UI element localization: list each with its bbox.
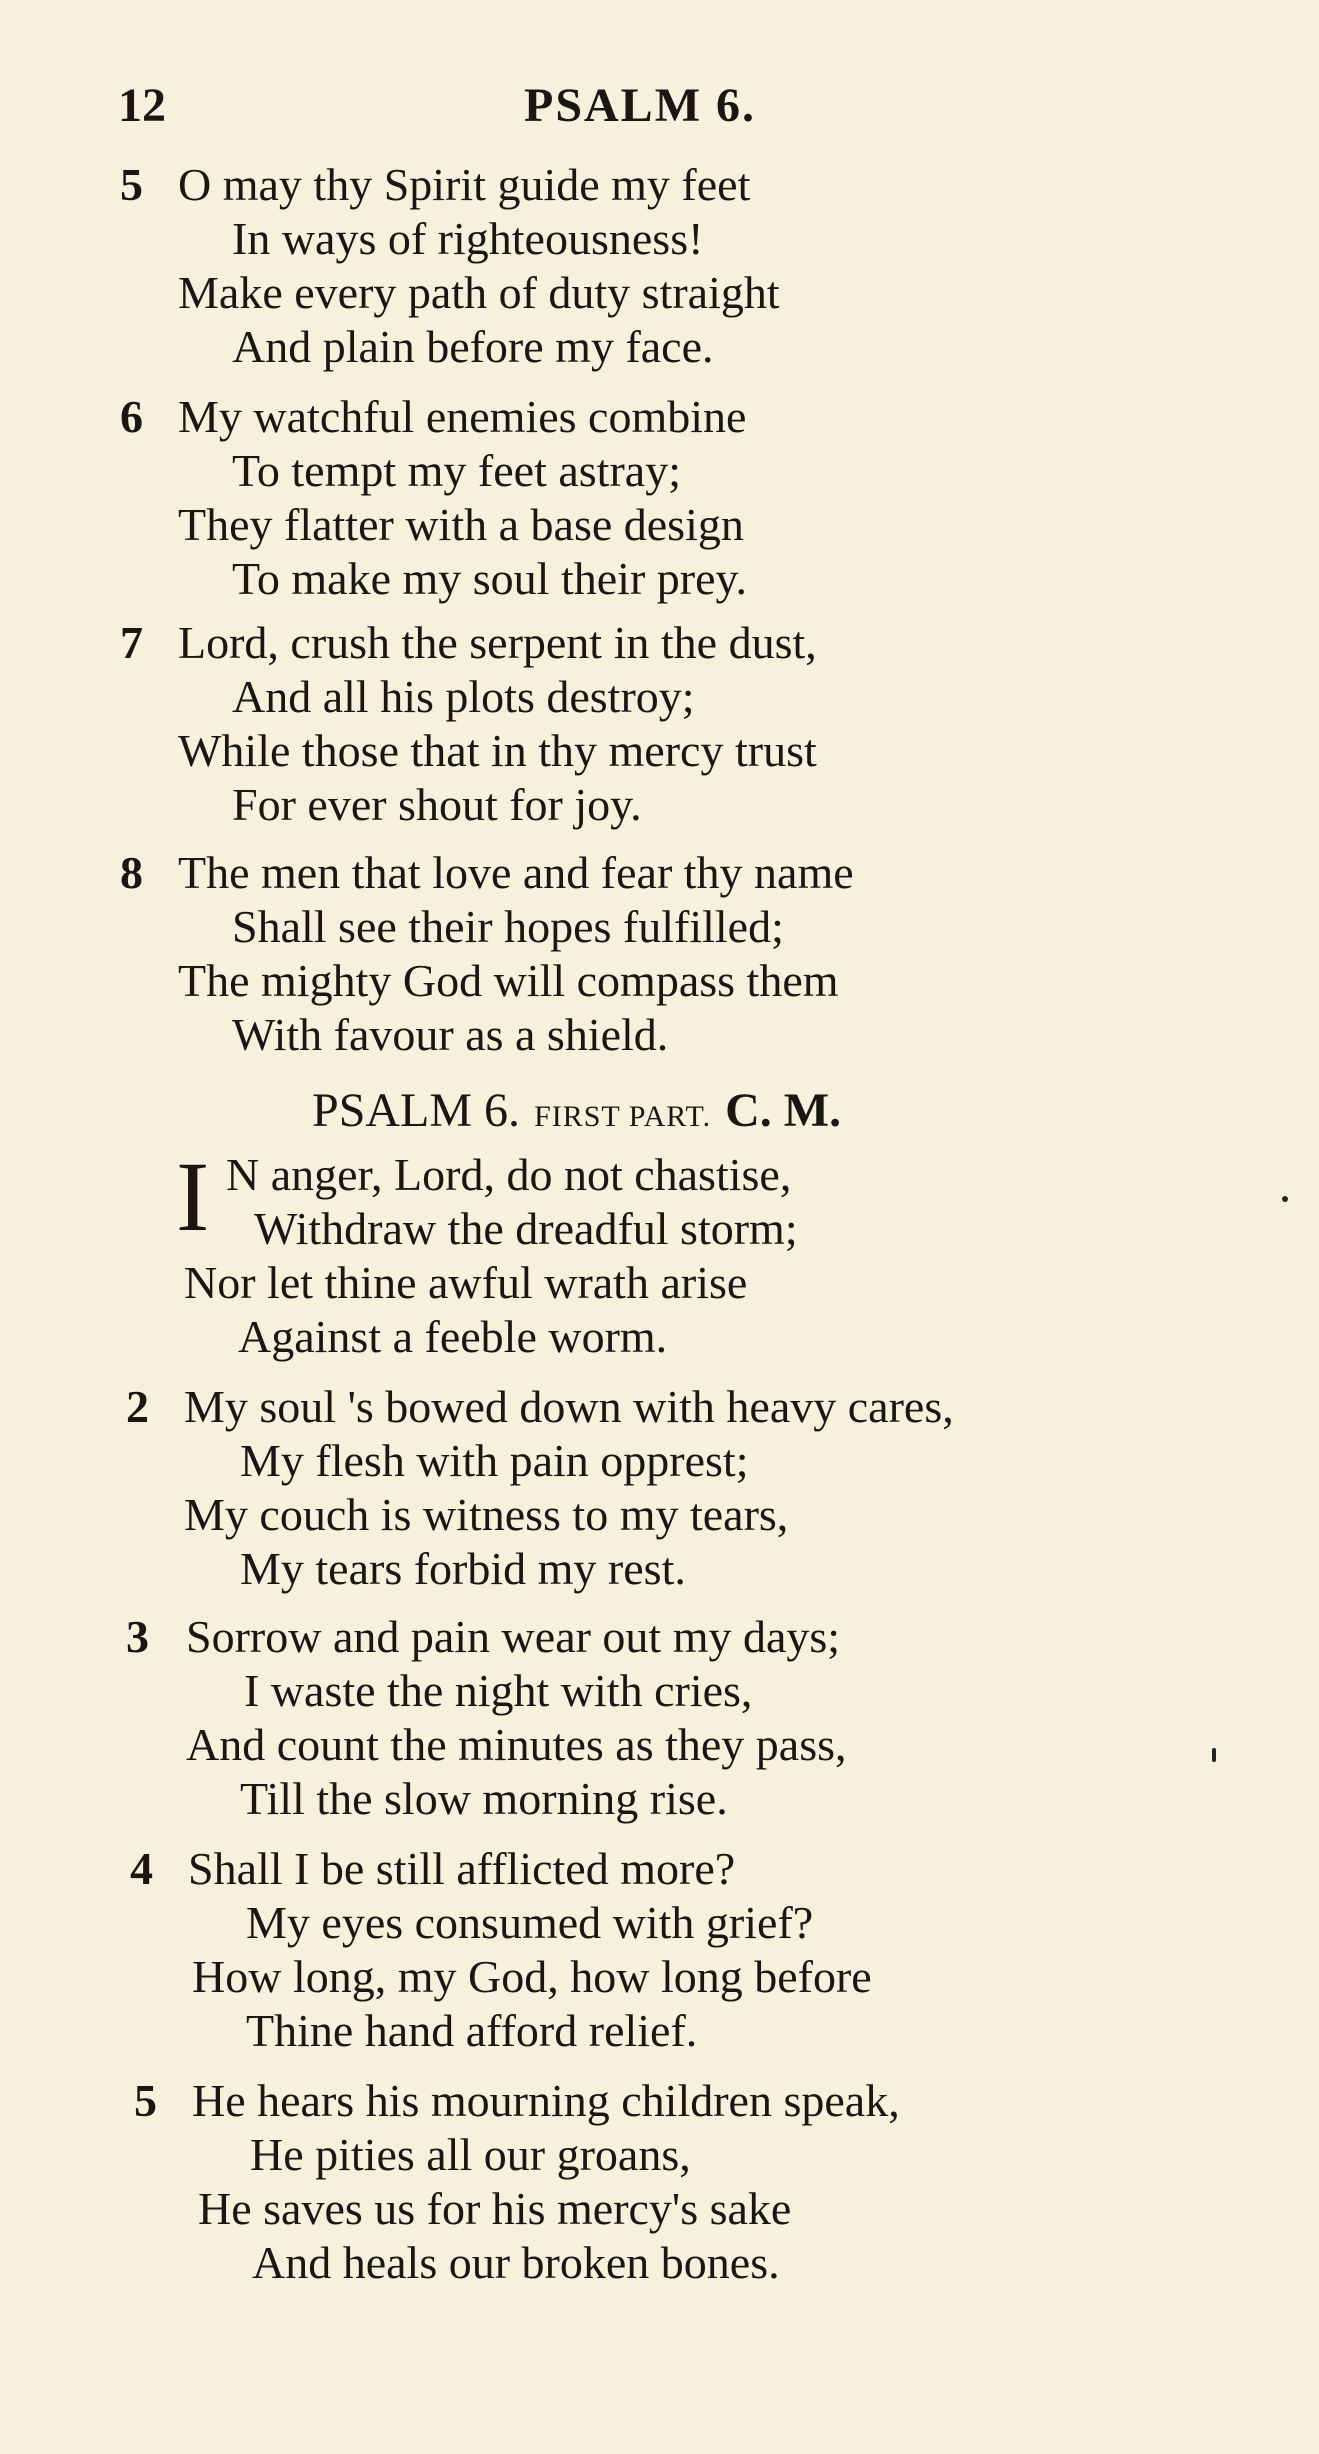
- verse-line: And plain before my face.: [232, 321, 714, 372]
- speck-mark: [1212, 1748, 1216, 1762]
- verse-line: And count the minutes as they pass,: [186, 1719, 847, 1770]
- verse-line: My couch is witness to my tears,: [184, 1489, 789, 1540]
- verse-line: He hears his mourning children speak,: [192, 2075, 900, 2126]
- verse-line: Lord, crush the serpent in the dust,: [178, 617, 817, 668]
- verse-line: Shall see their hopes fulfilled;: [232, 901, 784, 952]
- running-head: PSALM 6.: [524, 79, 756, 132]
- verse-line: To tempt my feet astray;: [232, 445, 681, 496]
- verse-line: In ways of righteousness!: [232, 213, 704, 264]
- verse-line: And heals our broken bones.: [252, 2237, 780, 2288]
- verse-line: Shall I be still afflicted more?: [188, 1843, 736, 1894]
- verse-line: Against a feeble worm.: [238, 1311, 668, 1362]
- verse-line: Till the slow morning rise.: [240, 1773, 728, 1824]
- speck-mark: [1282, 1196, 1288, 1202]
- verse-line: With favour as a shield.: [232, 1009, 669, 1060]
- verse-line: For ever shout for joy.: [232, 779, 642, 830]
- verse-line: The men that love and fear thy name: [178, 847, 854, 898]
- verse-number: 8: [120, 847, 143, 898]
- verse-line: And all his plots destroy;: [232, 671, 695, 722]
- verse-line: My tears forbid my rest.: [240, 1543, 686, 1594]
- verse-line: My soul 's bowed down with heavy cares,: [184, 1381, 954, 1432]
- heading-meter: C. M.: [725, 1084, 842, 1137]
- verse-line: Make every path of duty straight: [178, 267, 780, 318]
- verse-line: My eyes consumed with grief?: [246, 1897, 814, 1948]
- verse-number: 7: [120, 617, 143, 668]
- verse-number: 3: [126, 1611, 149, 1662]
- psalm-heading: [312, 1084, 842, 1137]
- verse-number: 5: [134, 2075, 157, 2126]
- verse-number: 6: [120, 391, 143, 442]
- verse-line: To make my soul their prey.: [232, 553, 748, 604]
- verse-line: My flesh with pain opprest;: [240, 1435, 749, 1486]
- verse-line: Nor let thine awful wrath arise: [184, 1257, 748, 1308]
- heading-title: PSALM 6.: [312, 1084, 521, 1137]
- verse-line: He saves us for his mercy's sake: [198, 2183, 792, 2234]
- verse-line: He pities all our groans,: [250, 2129, 691, 2180]
- drop-cap: I: [176, 1141, 210, 1252]
- heading-part: FIRST PART.: [534, 1100, 712, 1133]
- verse-line: While those that in thy mercy trust: [178, 725, 817, 776]
- verse-line: I waste the night with cries,: [244, 1665, 753, 1716]
- verse-number: 5: [120, 159, 143, 210]
- verse-number: 4: [130, 1843, 153, 1894]
- verse-line: My watchful enemies combine: [178, 391, 747, 442]
- verse-line: Withdraw the dreadful storm;: [254, 1203, 798, 1254]
- verse-line: N anger, Lord, do not chastise,: [226, 1149, 792, 1200]
- verse-number: 2: [126, 1381, 149, 1432]
- verse-line: The mighty God will compass them: [178, 955, 839, 1006]
- page-number: 12: [118, 79, 166, 132]
- verse-line: O may thy Spirit guide my feet: [178, 159, 751, 210]
- verse-line: How long, my God, how long before: [192, 1951, 872, 2002]
- verse-line: Thine hand afford relief.: [246, 2005, 698, 2056]
- verse-line: Sorrow and pain wear out my days;: [186, 1611, 841, 1662]
- verse-line: They flatter with a base design: [178, 499, 744, 550]
